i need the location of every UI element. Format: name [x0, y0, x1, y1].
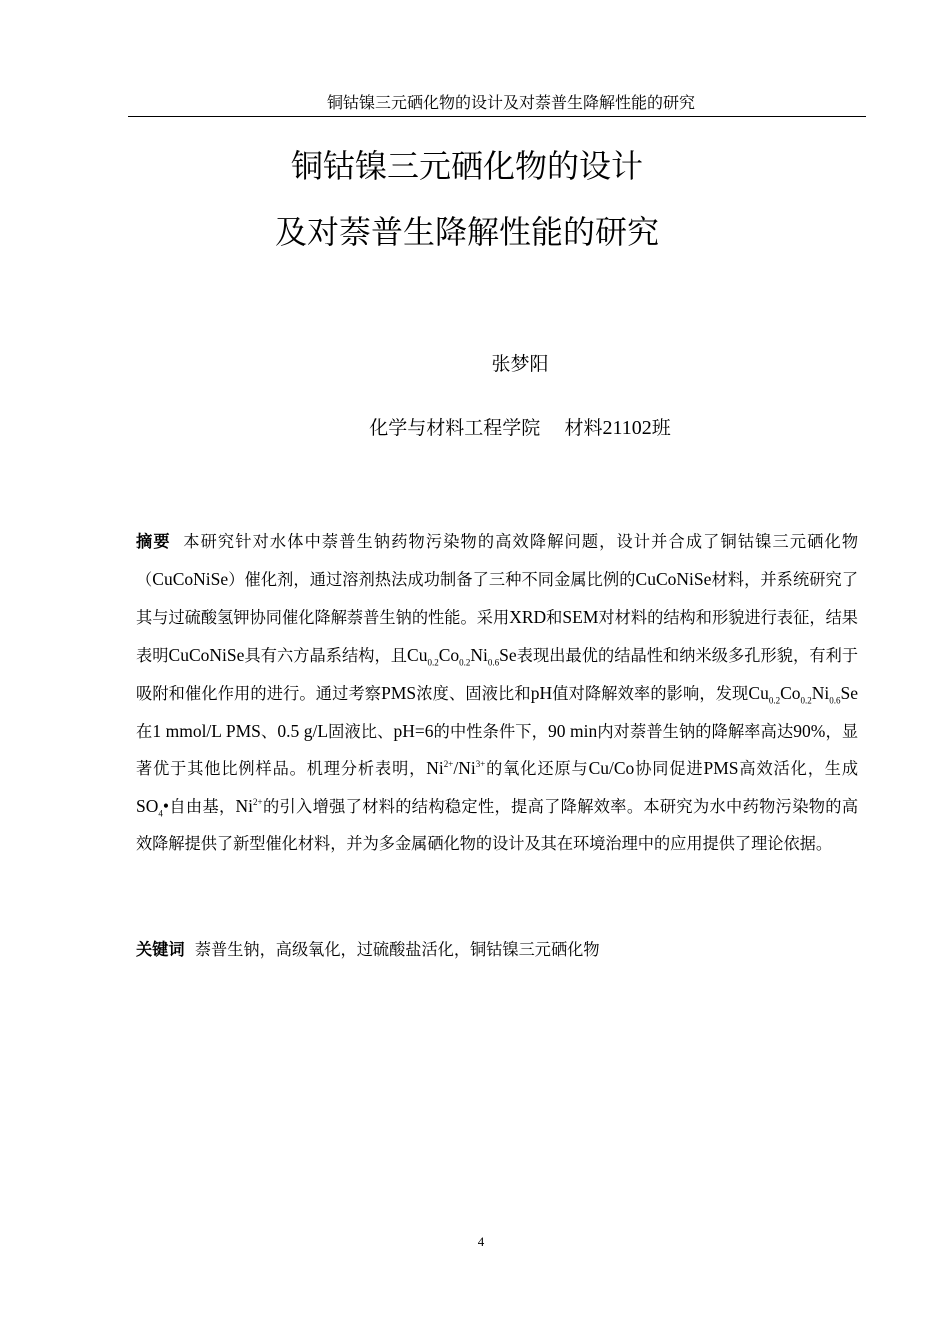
stoichiometry: 0.2 — [459, 657, 471, 668]
abstract-text: 材料，并系统研究了其与过硫酸氢钾协同催化降解萘普生钠的性能。采用 — [136, 569, 859, 627]
abstract-text: Cu/Co — [588, 758, 635, 779]
abstract-text: 协同促进 — [634, 759, 704, 779]
charge: 3+ — [475, 759, 486, 770]
abstract-text: 自由基， — [169, 797, 236, 817]
element-symbol: Cu — [407, 644, 428, 665]
abstract-text: pH=6 — [393, 720, 434, 741]
element-symbol: Ni — [811, 682, 830, 703]
abstract-text: 本研究针对水体中萘普生钠药物污染物的高效降解问题，设计并合成了铜钴镍三元硒化物（ — [136, 532, 859, 589]
school-name: 化学与材料工程学院 — [369, 417, 541, 439]
abstract-text: CuCoNiSe — [168, 644, 245, 665]
abstract-text: XRD — [509, 606, 547, 627]
abstract-text: 浓度、固液比和 — [416, 683, 531, 703]
abstract-text: 和 — [546, 607, 563, 627]
radical-notation — [136, 796, 170, 819]
author-name: 张梦阳 — [491, 353, 549, 375]
charge: 2+ — [253, 797, 263, 808]
affiliation — [45, 413, 950, 440]
abstract-text: 的中性条件下， — [433, 721, 548, 741]
ion-notation — [426, 758, 485, 778]
stoichiometry: 0.2 — [427, 657, 439, 668]
abstract-text: ，显著优于其他比例样品。机理分析表明， — [136, 721, 859, 779]
abstract-paragraph — [136, 524, 858, 863]
element-symbol: Co — [438, 644, 460, 665]
stoichiometry: 0.2 — [800, 695, 812, 706]
chemical-formula — [407, 644, 517, 668]
keywords-text: 萘普生钠，高级氧化，过硫酸盐活化，铜钴镍三元硒化物 — [194, 940, 600, 959]
running-header — [128, 90, 866, 117]
stoichiometry: 0.2 — [768, 695, 781, 706]
running-header-title: 铜钴镍三元硒化物的设计及对萘普生降解性能的研究 — [326, 93, 695, 112]
stoichiometry: 4 — [158, 808, 163, 819]
class-suffix: 班 — [651, 417, 671, 439]
abstract-text: 90% — [793, 720, 826, 741]
abstract-text: PMS — [381, 682, 417, 703]
abstract-text: 的氧化还原与 — [485, 759, 589, 779]
element-symbol: Co — [780, 682, 801, 703]
element-symbol: SO — [136, 796, 159, 817]
stoichiometry: 0.6 — [829, 695, 841, 706]
ion-notation — [236, 796, 263, 816]
abstract-text: 0.5 g/L — [277, 720, 329, 741]
abstract-text: 对材料的结构和形貌进行表征，结果表明 — [136, 607, 858, 665]
abstract-text: 值对降解效率的影响，发现 — [552, 683, 749, 703]
abstract-label: 摘要 — [136, 532, 171, 551]
abstract-text: 具有六方晶系结构，且 — [244, 645, 408, 665]
page-number: 4 — [477, 1234, 485, 1249]
abstract-text: CuCoNiSe — [152, 568, 229, 589]
chemical-formula — [748, 682, 859, 706]
element-symbol: Se — [840, 682, 859, 703]
abstract-text: 、 — [260, 721, 278, 741]
abstract-text: ）催化剂，通过溶剂热法成功制备了三种不同金属比例的 — [228, 569, 636, 589]
class-number: 21102 — [602, 417, 652, 439]
abstract-text: 90 min — [547, 720, 598, 741]
abstract-text: 高效活化，生成 — [738, 759, 859, 779]
abstract-text: SEM — [562, 606, 599, 627]
separator: / — [453, 758, 459, 779]
abstract-text: 表现出最优的结晶性和纳米级多孔形貌，有利于吸附和催化作用的进行。通过考察 — [136, 645, 859, 703]
element-symbol: Cu — [748, 682, 769, 703]
abstract-text: PMS — [703, 758, 739, 779]
stoichiometry: 0.6 — [487, 657, 500, 668]
class-prefix: 材料 — [564, 417, 603, 439]
element-symbol: Ni — [426, 758, 444, 779]
abstract-text: CuCoNiSe — [635, 568, 712, 589]
paper-title-line-1: 铜钴镍三元硒化物的设计 — [290, 147, 643, 185]
charge: 2+ — [443, 759, 454, 770]
keywords — [136, 932, 858, 968]
abstract-text: pH — [530, 682, 553, 703]
abstract-text: 在 — [136, 721, 153, 741]
element-symbol: Se — [499, 644, 517, 665]
keywords-label: 关键词 — [136, 940, 185, 959]
abstract-text: 内对萘普生钠的降解率高达 — [597, 721, 794, 741]
element-symbol: Ni — [235, 796, 254, 817]
element-symbol: Ni — [458, 758, 476, 779]
abstract-text: 固液比、 — [328, 721, 394, 741]
element-symbol: Ni — [470, 644, 488, 665]
radical-dot: • — [162, 796, 170, 817]
abstract-text: 1 mmol/L PMS — [152, 720, 261, 741]
paper-title-line-2: 及对萘普生降解性能的研究 — [274, 213, 659, 251]
abstract-text: 的引入增强了材料的结构稳定性，提高了降解效率。本研究为水中药物污染物的高效降解提供了新型催化材料，并为多金属硒化物的设计及其在环境治理中的应用提供了理论依据。 — [136, 797, 859, 854]
